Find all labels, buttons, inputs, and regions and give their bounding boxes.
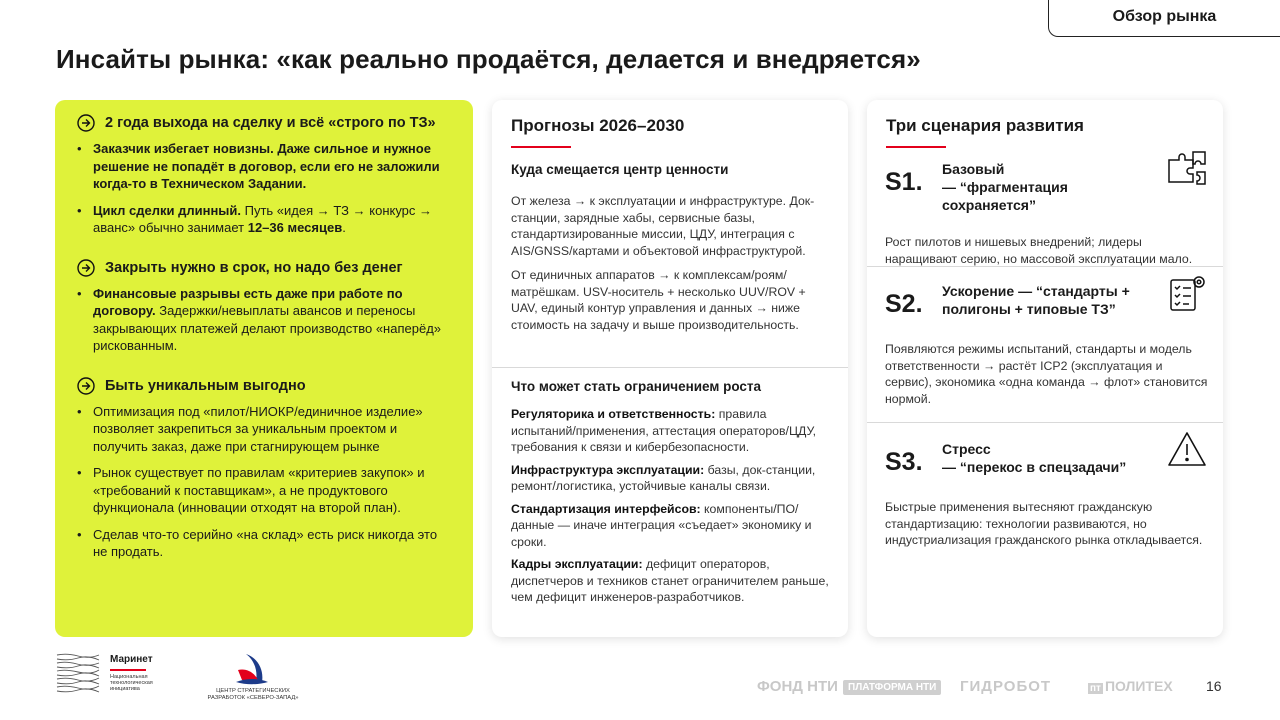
bullet-bold: Заказчик избегает новизны. Даже сильное и нужное решение не попадёт в договор, если его не заложили когда-то в Техническом Задании. [93, 141, 440, 191]
scenario-code: S2. [885, 290, 923, 318]
bullet-text: Оптимизация под «пилот/НИОКР/единичное изделие» позволяет закрепиться за уникальным проектом и получить заказ, даже при стагнирующем рынке [93, 403, 423, 454]
page-number: 16 [1206, 678, 1222, 694]
list-item [77, 285, 453, 355]
forecasts-card [492, 100, 848, 637]
bullet-tail: . [342, 220, 346, 235]
item-bold: Инфраструктура эксплуатации: [511, 462, 705, 477]
accent-line [511, 146, 571, 148]
list-item [77, 140, 453, 193]
list-item [77, 202, 453, 237]
divider [492, 367, 848, 368]
item-bold: Стандартизация интерфейсов: [511, 501, 701, 516]
scenario-s3 [885, 440, 1209, 549]
list-item [511, 462, 832, 495]
list-item [77, 403, 453, 456]
insight-heading [77, 259, 453, 277]
scenario-title: Базовый — “фрагментация сохраняется” [942, 161, 1068, 213]
list-item [77, 526, 453, 561]
insight-block [77, 377, 453, 561]
warning-icon [1165, 428, 1209, 472]
bullet-bold: Цикл сделки длинный. [93, 202, 242, 218]
scenarios-title: Три сценария развития [886, 116, 1084, 135]
divider [867, 266, 1223, 267]
divider [867, 422, 1223, 423]
list-item [511, 406, 832, 456]
partner-logo-gidrobot: ГИДРОБОТ [960, 678, 1052, 695]
partner-logo-platforma-label: ПЛАТФОРМА НТИ [848, 682, 937, 693]
partner-logo-politech [1088, 678, 1173, 694]
marinet-accent-line [110, 669, 146, 671]
partner-logo-politech-label: ПОЛИТЕХ [1104, 678, 1173, 694]
partner-logo-fond-nti: ФОНД НТИ [757, 678, 838, 695]
insight-heading [77, 377, 453, 395]
marinet-name: Маринет [110, 654, 153, 665]
insight-heading-text: 2 года выхода на сделку и всё «строго по ТЗ» [105, 115, 436, 131]
arrow-circle-icon [77, 114, 95, 132]
section-tab-label: Обзор рынка [1112, 8, 1217, 25]
arrow-circle-icon [77, 377, 95, 395]
forecasts-title: Прогнозы 2026–2030 [511, 116, 685, 135]
bullet-text: Сделав что-то серийно «на склад» есть риск никогда это не продать. [93, 526, 438, 559]
list-item [511, 501, 832, 551]
csr-caption: ЦЕНТР СТРАТЕГИЧЕСКИХ РАЗРАБОТОК «СЕВЕРО-ЗАПАД» [207, 688, 299, 701]
marinet-pattern-logo [56, 652, 100, 694]
insight-block [77, 114, 453, 237]
bullet-text: Задержки/невыплаты авансов и переносы закрывающих платежей делают производство «наперёд» рискованным. [93, 303, 442, 353]
scenario-s2 [885, 282, 1209, 407]
growth-limits-heading: Что может стать ограничением роста [511, 379, 762, 394]
scenario-title: Ускорение — “стандарты + полигоны + типовые ТЗ” [942, 283, 1130, 317]
accent-line [886, 146, 946, 148]
marinet-subtitle: Национальная технологическая инициатива [110, 674, 153, 692]
puzzle-icon [1165, 146, 1209, 190]
arrow-circle-icon [77, 259, 95, 277]
scenario-description: Рост пилотов и нишевых внедрений; лидеры наращивают серию, но массовой эксплуатации мало. [885, 235, 1193, 266]
insight-block [77, 259, 453, 355]
value-shift-paragraph: От железа → к эксплуатации и инфраструктуре. Док-станции, зарядные хабы, сервисные базы, стандартизированные миссии, ЦДУ, интеграция с AIS/GNSS/картами и объектовой инфраструктурой. [511, 194, 815, 258]
value-shift-heading: Куда смещается центр ценности [511, 162, 729, 177]
insight-heading-text: Быть уникальным выгодно [105, 377, 306, 394]
scenario-s1 [885, 160, 1209, 267]
insights-card [55, 100, 473, 637]
value-shift-section [511, 162, 832, 341]
scenario-title: Стресс — “перекос в спецзадачи” [942, 441, 1127, 475]
item-bold: Регуляторика и ответственность: [511, 407, 716, 421]
scenario-description: Быстрые применения вытесняют гражданскую стандартизацию: технологии развиваются, но индустриализация гражданского рынка откладывается. [885, 500, 1203, 547]
list-item [77, 464, 453, 517]
page-title: Инсайты рынка: «как реально продаётся, делается и внедряется» [56, 44, 921, 74]
csr-logo [232, 652, 272, 688]
bullet-bold: 12–36 месяцев [247, 220, 343, 235]
item-text: компоненты/ПО/данные — иначе интеграция «съедает» экономику и сроки. [511, 501, 812, 549]
item-bold: Кадры эксплуатации: [511, 557, 643, 571]
scenarios-card [867, 100, 1223, 637]
section-tab [1048, 0, 1280, 37]
growth-limits-section [511, 379, 832, 612]
scenario-code: S3. [885, 448, 923, 476]
item-text: дефицит операторов, диспетчеров и техников станет ограничителем раньше, чем дефицит инженеров-разработчиков. [511, 557, 829, 604]
bullet-bold: Финансовые разрывы есть даже при работе по договору. [93, 285, 403, 318]
item-text: базы, док-станции, ремонт/логистика, устойчивые каналы связи. [511, 462, 816, 493]
scenario-description: Появляются режимы испытаний, стандарты и модель ответственности → растёт ICP2 (эксплуатация и сервис), экономика «одна команда → флот» становится нормой. [885, 342, 1208, 406]
list-item [511, 556, 832, 606]
value-shift-paragraph: От единичных аппаратов → к комплексам/роям/матрёшкам. USV-носитель + несколько UUV/ROV + UAV, единый контур управления и данных → ниже стоимость на задачу и выше производительность. [511, 268, 806, 332]
insight-heading-text: Закрыть нужно в срок, но надо без денег [105, 259, 403, 276]
politech-mark-icon: пт [1090, 683, 1101, 694]
checklist-gear-icon [1165, 272, 1209, 316]
insight-heading [77, 114, 453, 132]
partner-logo-platforma-nti [843, 680, 941, 695]
item-text: правила испытаний/применения, аттестация операторов/ЦДУ, требования к связи и кибербезопасности. [511, 407, 817, 454]
bullet-text: Путь «идея → ТЗ → конкурс → аванс» обычно занимает [93, 202, 433, 235]
bullet-text: Рынок существует по правилам «критериев закупок» и «требований к поставщикам», а не продуктового функционала (инновации отходят на второй план). [93, 465, 425, 515]
scenario-code: S1. [885, 168, 923, 196]
